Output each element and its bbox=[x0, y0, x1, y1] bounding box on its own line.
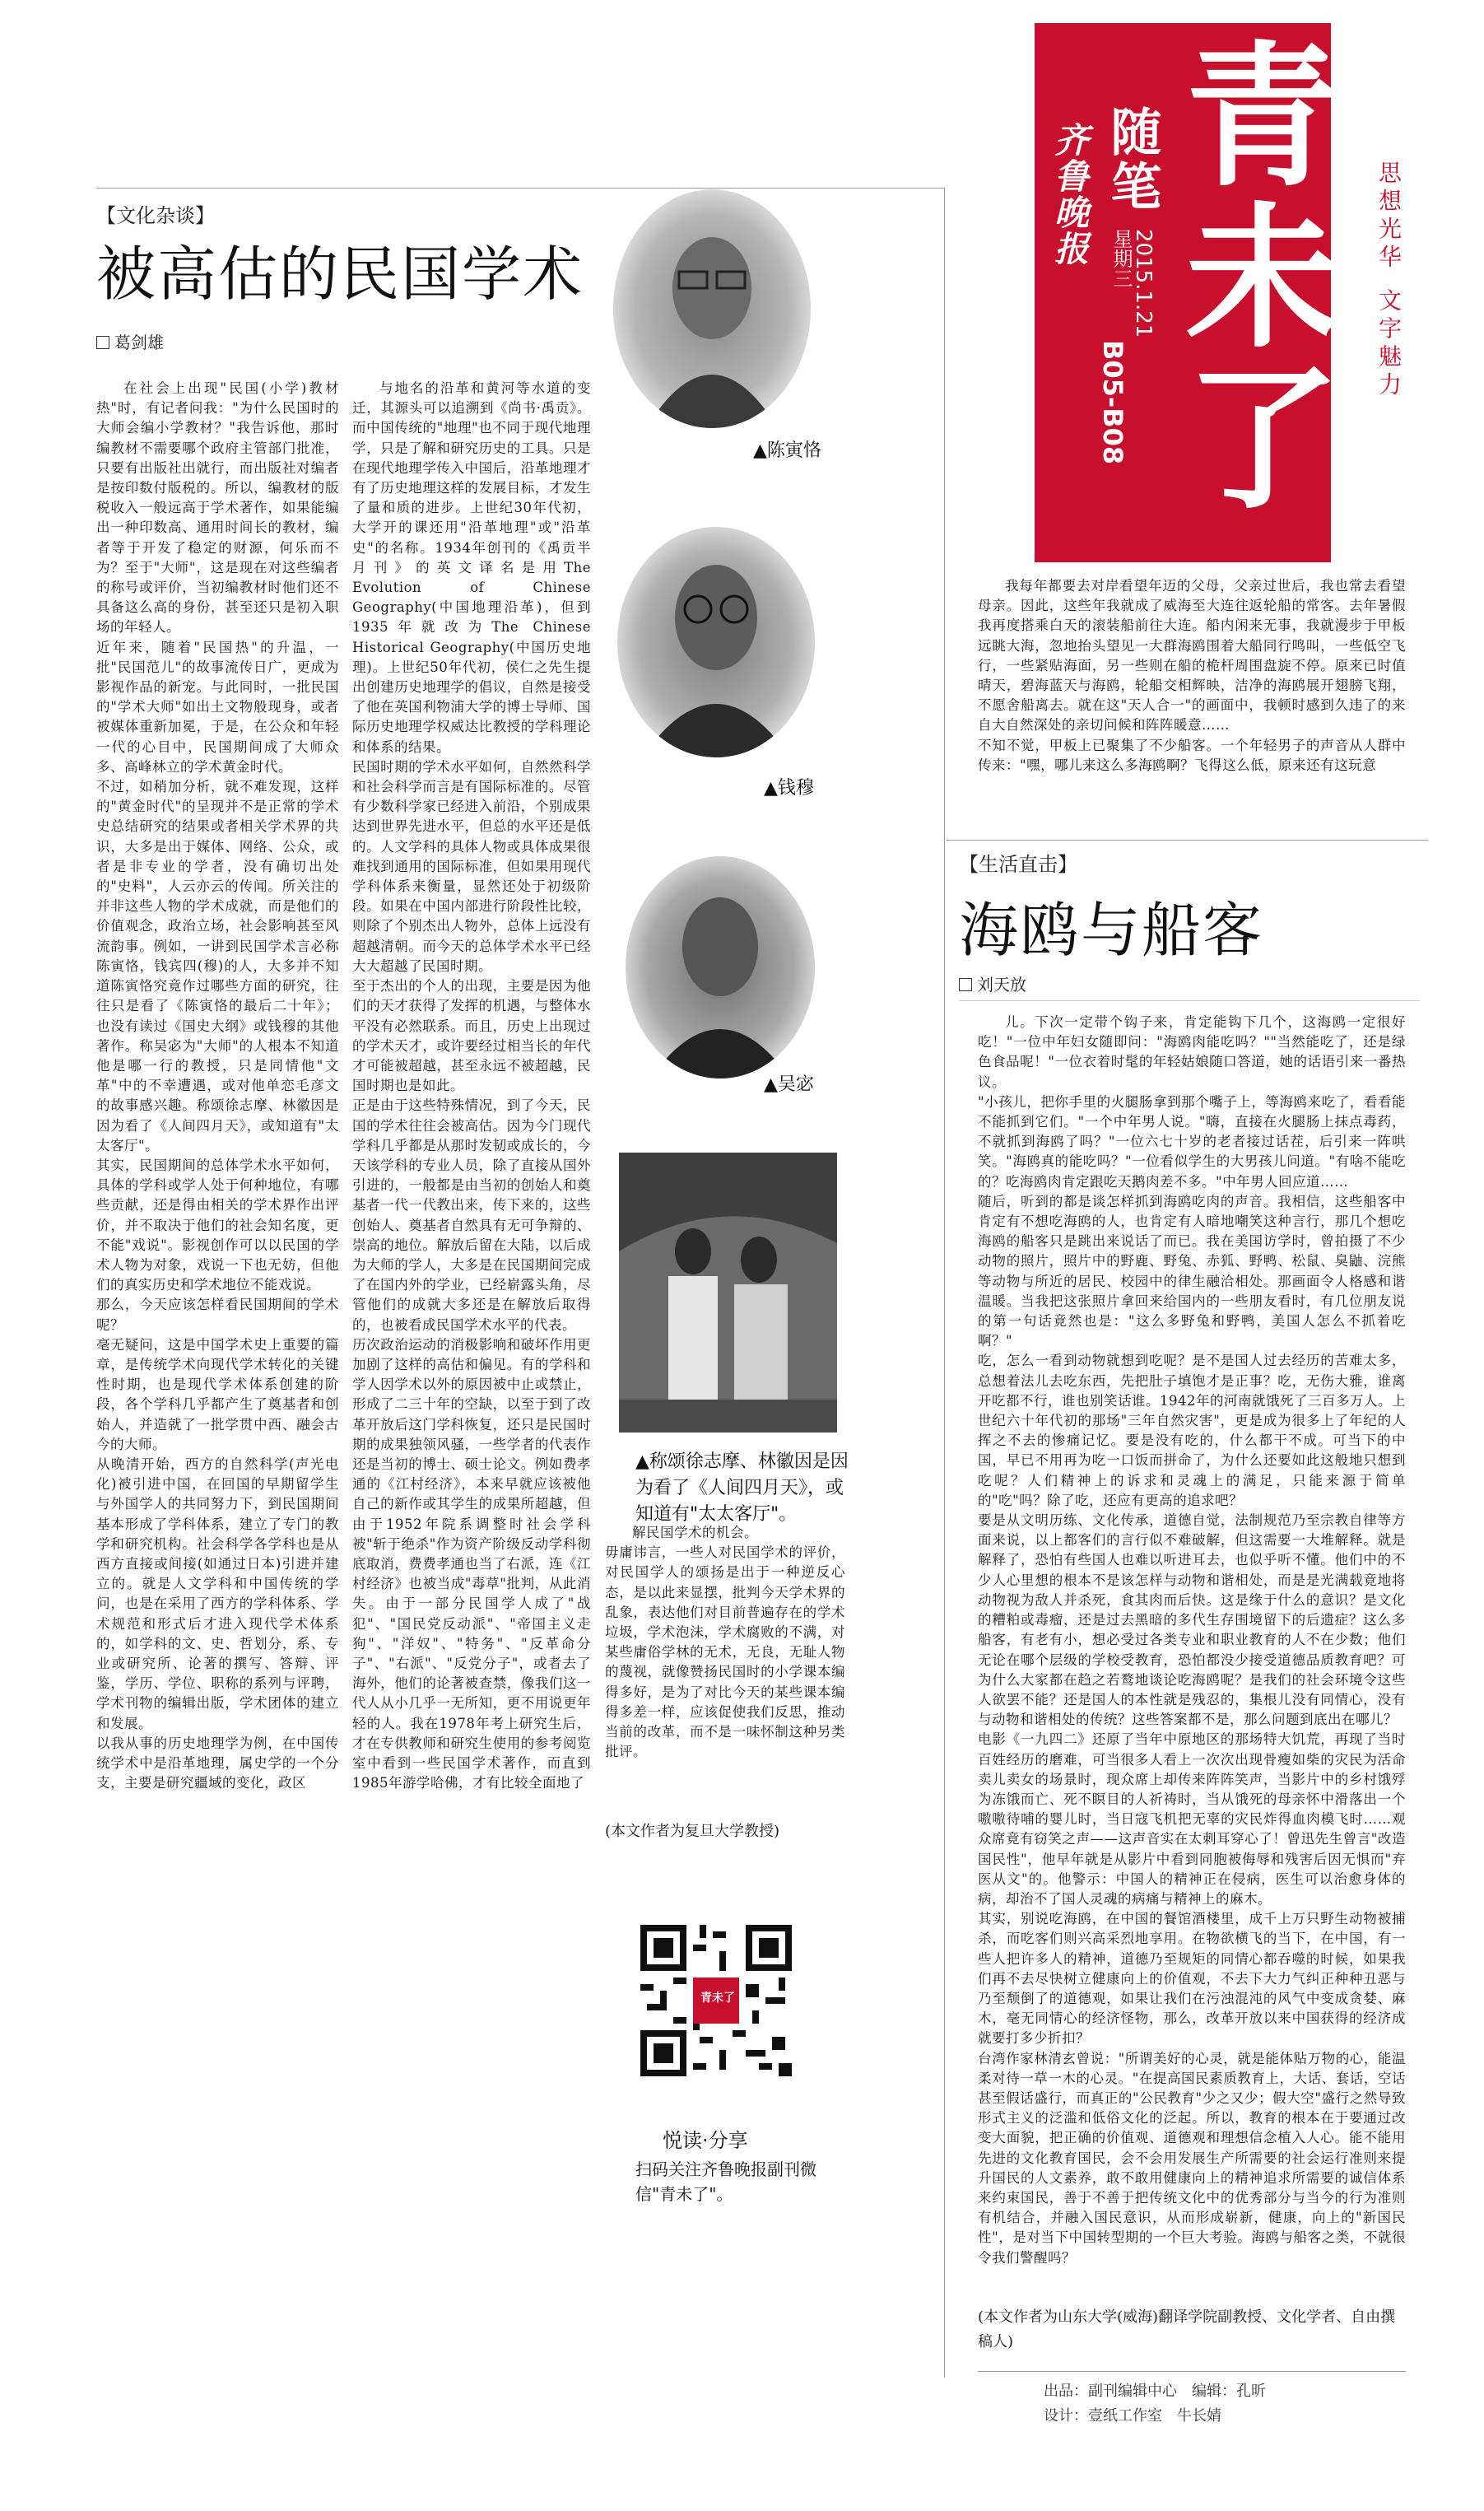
masthead-block bbox=[1035, 23, 1339, 562]
photo-xu-zhimo-lin-huiyin bbox=[619, 1153, 837, 1433]
caption-wu-mi: ▲吴宓 bbox=[764, 1074, 814, 1095]
article1-column-1: 在社会上出现"民国(小学)教材热"时，有记者问我："为什么民国时的大师会编小学教材？"我告诉他，那时编教材不需要哪个政府主管部门批准，只要有出版社出就行，而出版社对编者是按印数付版税的。所以，编教材的版税收入一般远高于学术著作，如果能编出一种印数高、通用时间长的教材，编者等于开发了稳定的财源，何乐而不为？至于"大师"，这是现在对这些编者的称号或评价，当初编教材时他们还不具备这么高的身份，甚至还只是初入职场的年轻人。 近年来，随着"民国热"的升温，一批"民国范儿"的故事流传日广，更成为影视作品的新宠。与此同时，一批民国的"学术大师"如出土文物般现身，或者被媒体重新加冕，于是，在公众和年轻一代的心目中，民国期间成了大师众多、高峰林立的学术黄金时代。 不过，如稍加分析，就不难发现，这样的"黄金时代"的呈现并不是正常的学术史总结研究的结果或者相关学术界的共识，大多是出于媒体、网络、公众，或者是非专业的学者，没有确切出处的"史料"，人云亦云的传闻。所关注的并非这些人物的学术成就，而是他们的价值观念，政治立场，社会影响甚至风流韵事。例如，一讲到民国学术言必称陈寅恪，钱宾四(穆)的人，大多并不知道陈寅恪究竟作过哪些方面的研究，往往只是看了《陈寅恪的最后二十年》；也没有读过《国史大纲》或钱穆的其他著作。称吴宓为"大师"的人根本不知道他是哪一行的教授，只是同情他"文革"中的不幸遭遇，或对他单恋毛彦文的故事感兴趣。称颂徐志摩、林徽因是因为看了《人间四月天》，或知道有"太太客厅"。 其实，民国期间的总体学术水平如何，具体的学科或学人处于何种地位，有哪些贡献，还是得由相关的学术界作出评价，并不取决于他们的社会知名度，更不能"戏说"。影视创作可以以民国的学术人物为对象，戏说一下也无妨，但他们的真实历史和学术地位不能戏说。 那么，今天应该怎样看民国期间的学术呢？ 毫无疑问，这是中国学术史上重要的篇章，是传统学术向现代学术转化的关键性时期，也是现代学术体系创建的阶段，各个学科几乎都产生了奠基者和创始人，并造就了一批学贯中西、融会古今的大师。 从晚清开始，西方的自然科学(声光电化)被引进中国，在回国的早期留学生与外国学人的共同努力下，到民国期间基本形成了学科体系，建立了专门的教学和研究机构。社会科学各学科也是从西方直接或间接(如通过日本)引进并建立的。就是人文学科和中国传统的学问，也是在采用了西方的学科体系、学术规范和形式后才进入现代学术体系的，如学科的文、史、哲划分，系、专业或研究所、论著的撰写、答辩、评鉴，学历、学位、职称的系列与评聘，学术刊物的编辑出版，学术团体的建立和发展。 以我从事的历史地理学为例，在中国传统学术中是沿革地理，属史学的一个分支，主要是研究疆域的变化，政区 bbox=[96, 380, 339, 1791]
article2-author: 刘天放 bbox=[977, 975, 1026, 995]
article2-intro: 我每年都要去对岸看望年迈的父母，父亲过世后，我也常去看望母亲。因此，这些年我就成了威海至大连往返轮船的常客。去年暑假我再度搭乘白天的滚装船前往大连。船内闲来无事，我就漫步于甲板远眺大海，忽地抬头望见一大群海鸥围着大船同行鸣叫，一些低空飞行，一些紧贴海面，另一些则在船的桅杆周围盘旋不停。原来已时值晴天，碧海蓝天与海鸥，轮船交相辉映，洁净的海鸥展开翅膀飞翔，不愿舍船离去。就在这"天人合一"的画面中，我顿时感到久违了的来自大自然深处的亲切问候和阵阵暖意…… 不知不觉，甲板上已聚集了不少船客。一个年轻男子的声音从人群中传来："嘿，哪儿来这么多海鸥啊？飞得这么低，原来还有这玩意 bbox=[978, 578, 1406, 773]
issue-weekday: 星期三 bbox=[1110, 229, 1133, 288]
article2-headline: 海鸥与船客 bbox=[959, 896, 1264, 965]
article2-byline bbox=[959, 971, 1026, 995]
article1-column-2: 与地名的沿革和黄河等水道的变迁，其源头可以追溯到《尚书·禹贡》。而中国传统的"地理"也不同于现代地理学，只是了解和研究历史的工具。只是在现代地理学传入中国后，沿革地理才有了历史地理这样的发展目标，才发生了量和质的进步。上世纪30年代初，大学开的课还用"沿革地理"或"沿革史"的名称。1934年创刊的《禹贡半月刊》的英文译名是用The Evolution of Chinese Geography(中国地理沿革)，但到1935年就改为The Chinese Historical Geography(中国历史地理)。上世纪50年代初，侯仁之先生提出创建历史地理学的倡议，自然是接受了他在英国利物浦大学的博士导师、国际历史地理学权威达比教授的学科理论和体系的结果。 民国时期的学术水平如何，自然然科学和社会科学而言是有国际标准的。尽管有少数科学家已经进入前沿，个别成果达到世界先进水平，但总的水平还是低的。人文学科的具体人物或具体成果很难找到通用的国际标准，但如果用现代学科体系来衡量，显然还处于初级阶段。如果在中国内部进行阶段性比较，则除了个别杰出人物外，总体上远没有超越清朝。而今天的总体学术水平已经大大超越了民国时期。 至于杰出的个人的出现，主要是因为他们的天才获得了发挥的机遇，与整体水平没有必然联系。而且，历史上出现过的学术天才，或许要经过相当长的年代才可能被超越，甚至永远不被超越，民国时期也是如此。 正是由于这些特殊情况，到了今天，民国的学术往往会被高估。因为今门现代学科几乎都是从那时发韧或成长的，今天该学科的专业人员，除了直接从国外引进的，一般都是由当初的创始人和奠基者一代一代教出来，传下来的，这些创始人、奠基者自然具有无可争辩的、崇高的地位。解放后留在大陆，以后成为大师的学人，大多是在民国期间完成了在国内外的学业，已经崭露头角，尽管他们的成就大多还是在解放后取得的，也被看成民国学术水平的代表。 历次政治运动的消极影响和破坏作用更加剧了这样的高估和偏见。有的学科和学人因学术以外的原因被中止或禁止，形成了二三十年的空缺，以至于到了改革开放后这门学科恢复，还只是民国时期的成果独领风骚，一些学者的代表作还是当初的博士、硕士论文。例如费孝通的《江村经济》，本来早就应该被他自己的新作或其学生的成果所超越，但由于1952年院系调整时社会学科被"斩于绝杀"作为资产阶级反动学科彻底取消，费费孝通也当了右派，连《江村经济》也被当成"毒草"批判，从此消失。由于一部分民国学人成了"战犯"、"国民党反动派"、"帝国主义走狗"、"洋奴"、"特务"、"反革命分子"、"右派"、"反党分子"，或者去了海外，他们的论著被查禁，像我们这一代人从小几乎一无所知，更不用说更年轻的人。我在1978年考上研究生后，才在专供教师和研究生使用的参考阅览室中看到一些民国学术著作，而直到1985年游学哈佛，才有比较全面地了 bbox=[352, 380, 591, 1791]
article2-section-tag: 【生活直击】 bbox=[959, 853, 1077, 876]
qr-logo: 青未了 bbox=[700, 1992, 735, 2005]
article2-byline-rule bbox=[959, 1000, 1420, 1001]
issue-date: 2015.1.21 bbox=[1131, 229, 1156, 338]
caption-qian-mu: ▲钱穆 bbox=[764, 778, 814, 799]
qr-code[interactable] bbox=[634, 1918, 798, 2083]
qr-description: 扫码关注齐鲁晚报副刊微信"青未了"。 bbox=[635, 2159, 816, 2204]
article1-right-rule bbox=[944, 188, 945, 2378]
portrait-chen-yinke bbox=[613, 189, 811, 428]
masthead-title: 青未了 bbox=[1159, 35, 1339, 519]
portrait-qian-mu bbox=[617, 527, 815, 757]
footer-rule bbox=[978, 2371, 1406, 2372]
footer-credits-1: 出品：副刊编辑中心 编辑：孔昕 bbox=[1044, 2383, 1266, 2400]
page-range: B05-B08 bbox=[1097, 340, 1128, 465]
article1-author: 葛剑雄 bbox=[114, 333, 164, 352]
article1-top-rule bbox=[96, 188, 944, 189]
article2-tag-rule bbox=[947, 840, 1428, 841]
portrait-wu-mi bbox=[626, 856, 815, 1078]
article1-section-tag: 【文化杂谈】 bbox=[96, 204, 215, 227]
qr-title: 悦读·分享 bbox=[663, 2129, 748, 2152]
article1-author-note: (本文作者为复旦大学教授) bbox=[605, 1823, 780, 1840]
byline-square-icon bbox=[96, 336, 109, 349]
section-label: 随笔 bbox=[1102, 105, 1162, 214]
newspaper-logo: 齐鲁晚报 bbox=[1049, 122, 1090, 267]
article1-byline bbox=[96, 329, 164, 353]
slogan-writing: 文字魅力 bbox=[1375, 288, 1403, 400]
byline-square-icon bbox=[959, 978, 972, 991]
slogan-thought: 思想光华 bbox=[1375, 161, 1403, 273]
article1-headline: 被高估的民国学术 bbox=[96, 240, 584, 309]
caption-chen-yinke: ▲陈寅恪 bbox=[753, 440, 821, 461]
article2-body: 儿。下次一定带个钩子来，肯定能钩下几个，这海鸥一定很好吃！"一位中年妇女随即问："海鸥肉能吃吗？""当然能吃了，还是绿色食品呢！"一位衣着时髦的年轻姑娘随口答道，她的话语引来一番热议。 "小孩儿，把你手里的火腿肠拿到那个嘴子上，等海鸥来吃了，看看能不能抓到它们。"一个中年男人说。"嗨，直接在火腿肠上抹点毒药，不就抓到海鸥了吗？"一位六七十岁的老者接过话茬，后引来一阵哄笑。"海鸥真的能吃吗？"一位看似学生的大男孩儿问道。"有啥不能吃的？吃海鸥肉肯定跟吃天鹅肉差不多。"中年男人回应道…… 随后，听到的都是谈怎样抓到海鸥吃肉的声音。我相信，这些船客中肯定有不想吃海鸥的人，也肯定有人暗地嘲笑这种言行，那几个想吃海鸥的船客只是跳出来说话了而已。我在美国访学时，曾拍摄了不少动物的照片，照片中的野鹿、野兔、赤狐、野鸭、松鼠、臭鼬、浣熊等动物与所近的居民、校园中的律生融洽相处。那画面令人格感和谐温暖。当我把这张照片拿回来给国内的一些朋友看时，有几位朋友说的第一句话竟然也是："这么多野兔和野鸭，美国人怎么不抓着吃啊？" 吃，怎么一看到动物就想到吃呢？是不是国人过去经历的苦难太多，总想着法儿去吃东西，先把肚子填饱才是正事？吃，无伤大雅，谁离开吃都不行，谁也别笑话谁。1942年的河南就饿死了三百多万人。上世纪六十年代初的那场"三年自然灾害"，更是成为很多上了年纪的人挥之不去的惨痛记忆。要是没有吃的，什么都干不成。可当下的中国，早已不用再为吃一口饭而拼命了，为什么还要如此这般地只想到吃呢？人们精神上的诉求和灵魂上的满足，只能来源于简单的"吃"吗？除了吃，还应有更高的追求吧？ 要是从文明历练、文化传承，道德自觉，法制规范乃至宗教自律等方面来说，以上都客们的言行似不难破解，但这需要一大堆解释。就是解释了，恐怕有些国人也难以听进耳去，也似乎听不懂。他们中的不少人心里想的根本不是该怎样与动物和谐相处，而是是光满载竟地将动物视为敌人并杀死，食其肉而后快。这是缘于什么的意识？是文化的糟粕或毒瘤，还是过去黑暗的多代生存围境留下的后遗症？这么多船客，有老有小，想必受过各类专业和职业教育的人不在少数；他们无论在哪个层级的学校受教育，恐怕都没少接受道德品质教育吧？可为什么大家都在趋之若鹜地谈论吃海鸥呢？是我们的社会环境令这些人欲罢不能？还是国人的本性就是残忍的，集根儿没有同情心，没有与动物和谐相处的传统？这些答案都不是，那么问题到底出在哪儿？ 电影《一九四二》还原了当年中原地区的那场特大饥荒，再现了当时百姓经历的磨难，可当很多人看上一次次出现骨瘦如柴的灾民为活命卖儿卖女的场景时，现众席上却传来阵阵笑声，当影片中的乡村饿殍为冻饿而亡、死不瞑目的人祈祷时，当从饿死的母亲怀中滑落出一个嗷嗷待哺的婴儿时，当日寇飞机把无辜的灾民炸得血肉模飞时……观众席竟有窃笑之声——这声音实在太刺耳穿心了！曾迅先生曾言"改造国民性"，他早年就是从影片中看到同胞被侮辱和残害后因无惧而"弃医从文"的。他警示：中国人的精神正在侵病，医生可以治愈身体的病，却治不了国人灵魂的病痛与精神上的麻木。 其实，别说吃海鸥，在中国的餐馆酒楼里，成千上万只野生动物被捕杀，而吃客们则兴高采烈地享用。在物欲横飞的当下，在中国，有一些人把许多人的精神，道德乃至规矩的同情心都吞噬的时候，如果我们再不去尽快树立健康向上的价值观，不去下大力气纠正种种丑恶与乃至颓倒了的道德观，如果让我们在污浊混沌的风气中变成贪婪、麻木，毫无同情心的经济怪物，那么，改革开放以来中国获得的经济成就要打多少折扣？ 台湾作家林清玄曾说："所谓美好的心灵，就是能体贴万物的心，能温柔对待一草一木的心灵。"在提高国民素质教育上，大话、套话，空话甚至假话盛行，而真正的"公民教育"少之又少；假大空"盛行之然导致形式主义的泛滥和低俗文化的泛起。所以，教育的根本在于要通过改变大面貌，把正确的价值观、道德观和理想信念植入人心。能不能用先进的文化教育国民，会不会用发展生产所需要的社会运行准则来提升国民的人文素养，敢不敢用健康向上的精神追求所需要的诚信体系来约束国民，善于不善于把传统文化中的优秀部分与当今的行为准则有机结合，并融入国民意识，从而形成崭新，健康，向上的"新国民性"，是对当下中国转型期的一个巨大考验。海鸥与船客之类，不就很令我们警醒吗？ bbox=[978, 1014, 1406, 2266]
footer-credits-2: 设计：壹纸工作室 牛长婧 bbox=[1044, 2407, 1221, 2425]
article2-author-note: (本文作者为山东大学(威海)翻译学院副教授、文化学者、自由撰稿人) bbox=[978, 2308, 1396, 2350]
article1-column-3: 解民国学术的机会。 毋庸讳言，一些人对民国学术的评价，对民国学人的颂扬是出于一种逆反心态，是以此来显摆，批判今天学术界的乱象，表达他们对目前普遍存在的学术垃圾，学术泡沫，学术腐败的不满，对某些庸俗学林的无术，无良，无耻人物的蔑视，就像赞扬民国时的小学课本编得多好，是为了对比今天的某些课本编得多差一样，应该促使我们反思，推动当前的改革，而不是一味怀制这种另类批评。 bbox=[605, 1525, 845, 1760]
caption-xu-lin: ▲称颂徐志摩、林徽因是因为看了《人间四月天》，或知道有"太太客厅"。 bbox=[635, 1451, 849, 1525]
